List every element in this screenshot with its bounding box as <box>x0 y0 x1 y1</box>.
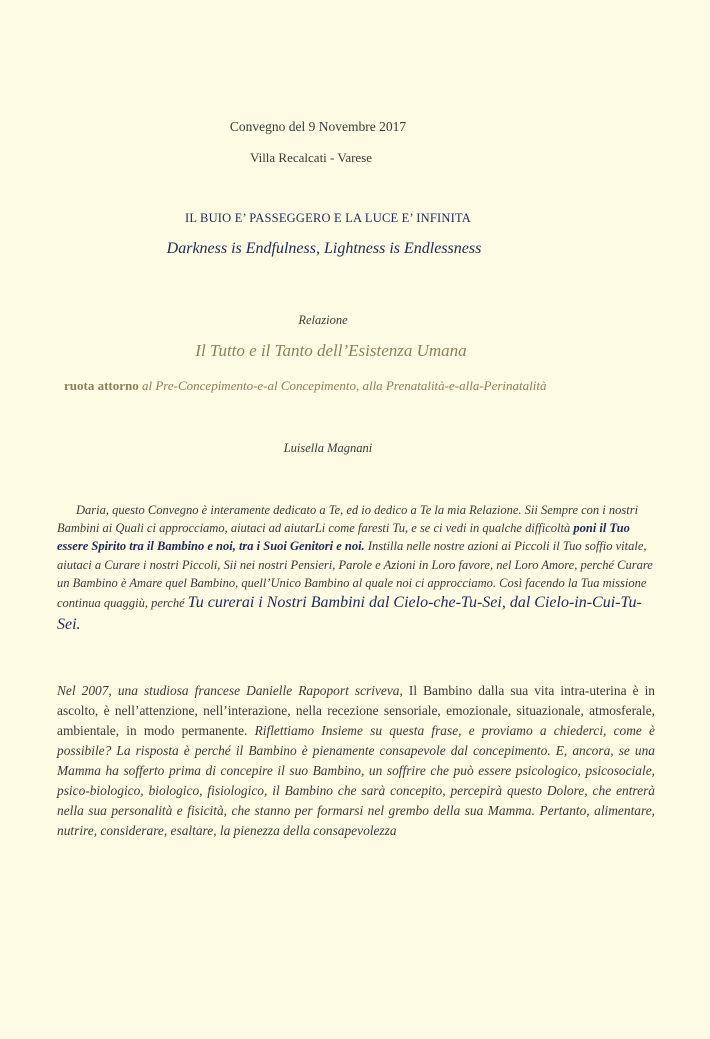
title-english: Darkness is Endfulness, Lightness is Endlessness <box>166 240 482 257</box>
dedication-text-2: Instilla nelle nostre azioni ai Piccoli il Tuo soffio vitale, aiutaci a Curare i nostri Piccoli, Sii nei nostri Pensieri, Parole e Azioni in Loro favore, nel Loro Amore, perché Curare un Bambino è Amare quel Bambino, quell’Unico Bambino al quale noi ci approcciamo. Così facendo la Tua missione continua quaggiù, perché <box>57 539 653 611</box>
dedication-text-closing: Tu curerai i Nostri Bambini dal Cielo-che-Tu-Sei, dal Cielo-in-Cui-Tu-Sei. <box>57 594 642 634</box>
conference-date: Convegno del 9 Novembre 2017 <box>229 119 407 134</box>
relazione-title: Il Tutto e il Tanto dell’Esistenza Umana <box>195 341 467 360</box>
body-text-quote: Il Bambino dalla sua vita intra-uterina è in ascolto, è nell’attenzione, nell’interazione, nella recezione sensoriale, emozionale, situazionale, atmosferale, ambientale, in modo permanente. <box>57 683 655 738</box>
body-text-rest: Riflettiamo Insieme su questa frase, e proviamo a chiederci, come è possibile? La risposta è perché il Bambino è pienamente consapevole dal concepimento. E, ancora, se una Mamma ha sofferto prima di concepire il suo Bambino, un soffrire che può essere psicologico, psicosociale, psico-biologico, biologico, fisiologico, il Bambino che sarà concepito, percepirà questo Dolore, che entrerà nella sua personalità e fisicità, che stanno per formarsi nel grembo della sua Mamma. Pertanto, alimentare, nutrire, considerare, esaltare, la pienezza della consapevolezza <box>57 723 655 838</box>
title-italian: IL BUIO E’ PASSEGGERO E LA LUCE E’ INFINITA <box>184 211 472 225</box>
body-paragraph <box>57 681 655 841</box>
relazione-subtitle-rest: al Pre-Concepimento-e-al Concepimento, alla Prenatalità-e-alla-Perinatalità <box>138 378 547 393</box>
dedication-text-1: Daria, questo Convegno è interamente dedicato a Te, ed io dedico a Te la mia Relazione. Sii Sempre con i nostri Bambini ai Quali ci approcciamo, aiutaci ad aiutarLi come faresti Tu, e se ci vedi in qualche difficoltà <box>57 503 639 536</box>
author-name: Luisella Magnani <box>283 441 373 455</box>
conference-venue: Villa Recalcati - Varese <box>249 150 373 165</box>
relazione-label: Relazione <box>298 313 348 327</box>
body-text-intro: Nel 2007, una studiosa francese Danielle Rapoport scriveva, <box>57 683 409 698</box>
dedication-text-bold: poni il Tuo essere Spirito tra il Bambino e noi, tra i Suoi Genitori e noi. <box>57 521 630 554</box>
dedication-paragraph <box>57 501 653 636</box>
relazione-subtitle-lead: ruota attorno <box>64 378 139 393</box>
relazione-subtitle <box>64 378 546 394</box>
